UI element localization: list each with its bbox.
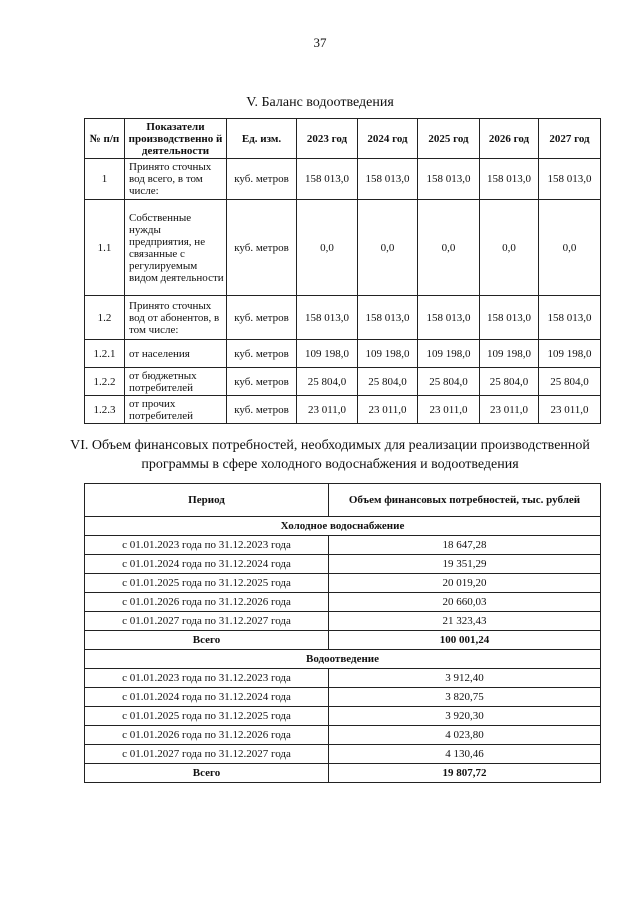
cell-value: 23 011,0 — [297, 396, 358, 424]
table-row — [85, 612, 601, 631]
table-header-row — [85, 119, 601, 159]
cell-value: 0,0 — [480, 200, 539, 296]
table-header-row — [85, 484, 601, 517]
period-cell: с 01.01.2023 года по 31.12.2023 года — [85, 669, 329, 688]
value-cell: 3 920,30 — [329, 707, 601, 726]
cell-value: 25 804,0 — [358, 368, 418, 396]
cell-value: 25 804,0 — [480, 368, 539, 396]
table-row — [85, 669, 601, 688]
period-cell: с 01.01.2024 года по 31.12.2024 года — [85, 555, 329, 574]
cell-value: 23 011,0 — [418, 396, 480, 424]
col-header: 2026 год — [480, 119, 539, 159]
row-number: 1.2.1 — [85, 340, 125, 368]
cell-value: 0,0 — [539, 200, 601, 296]
row-number: 1.2.2 — [85, 368, 125, 396]
row-unit: куб. метров — [227, 340, 297, 368]
cell-value: 23 011,0 — [539, 396, 601, 424]
value-cell: 4 023,80 — [329, 726, 601, 745]
value-cell: 3 820,75 — [329, 688, 601, 707]
table-row — [85, 536, 601, 555]
cell-value: 158 013,0 — [480, 296, 539, 340]
financial-needs-table — [84, 483, 601, 783]
cell-value: 23 011,0 — [480, 396, 539, 424]
total-value: 100 001,24 — [329, 631, 601, 650]
value-cell: 21 323,43 — [329, 612, 601, 631]
row-unit: куб. метров — [227, 396, 297, 424]
row-name: от прочих потребителей — [125, 396, 227, 424]
cell-value: 158 013,0 — [480, 159, 539, 200]
table-row — [85, 340, 601, 368]
table-row — [85, 200, 601, 296]
cell-value: 158 013,0 — [418, 296, 480, 340]
cell-value: 158 013,0 — [297, 159, 358, 200]
cell-value: 0,0 — [297, 200, 358, 296]
value-cell: 20 019,20 — [329, 574, 601, 593]
table-row — [85, 368, 601, 396]
cell-value: 25 804,0 — [418, 368, 480, 396]
cell-value: 158 013,0 — [539, 159, 601, 200]
table-row — [85, 296, 601, 340]
cell-value: 109 198,0 — [297, 340, 358, 368]
cell-value: 158 013,0 — [358, 159, 418, 200]
section6-title: VI. Объем финансовых потребностей, необходимых для реализации производственной программы в сфере холодного водоснабжения и водоотведения — [70, 438, 590, 472]
row-number: 1 — [85, 159, 125, 200]
row-name: Собственные нужды предприятия, не связанные с регулируемым видом деятельности — [125, 200, 227, 296]
row-unit: куб. метров — [227, 159, 297, 200]
table-row — [85, 159, 601, 200]
cell-value: 109 198,0 — [358, 340, 418, 368]
group-header-row — [85, 650, 601, 669]
page-number: 37 — [313, 35, 327, 50]
period-cell: с 01.01.2027 года по 31.12.2027 года — [85, 612, 329, 631]
cell-value: 109 198,0 — [480, 340, 539, 368]
value-cell: 4 130,46 — [329, 745, 601, 764]
cell-value: 158 013,0 — [539, 296, 601, 340]
period-cell: с 01.01.2026 года по 31.12.2026 года — [85, 726, 329, 745]
row-name: Принято сточных вод всего, в том числе: — [125, 159, 227, 200]
total-value: 19 807,72 — [329, 764, 601, 783]
value-cell: 19 351,29 — [329, 555, 601, 574]
total-label: Всего — [85, 631, 329, 650]
row-number: 1.2 — [85, 296, 125, 340]
col-header: Объем финансовых потребностей, тыс. рублей — [329, 484, 601, 517]
col-header: 2025 год — [418, 119, 480, 159]
col-header: 2024 год — [358, 119, 418, 159]
col-header: Показатели производственно й деятельности — [125, 119, 227, 159]
col-header: Ед. изм. — [227, 119, 297, 159]
cell-value: 109 198,0 — [539, 340, 601, 368]
cell-value: 0,0 — [358, 200, 418, 296]
cell-value: 0,0 — [418, 200, 480, 296]
table-row — [85, 726, 601, 745]
row-name: от бюджетных потребителей — [125, 368, 227, 396]
total-row — [85, 631, 601, 650]
wastewater-balance-table — [84, 118, 601, 424]
row-unit: куб. метров — [227, 368, 297, 396]
row-number: 1.1 — [85, 200, 125, 296]
cell-value: 23 011,0 — [358, 396, 418, 424]
period-cell: с 01.01.2027 года по 31.12.2027 года — [85, 745, 329, 764]
cell-value: 158 013,0 — [358, 296, 418, 340]
table-row — [85, 593, 601, 612]
row-name: от населения — [125, 340, 227, 368]
value-cell: 20 660,03 — [329, 593, 601, 612]
cell-value: 25 804,0 — [297, 368, 358, 396]
period-cell: с 01.01.2024 года по 31.12.2024 года — [85, 688, 329, 707]
cell-value: 158 013,0 — [297, 296, 358, 340]
row-name: Принято сточных вод от абонентов, в том числе: — [125, 296, 227, 340]
group-title: Водоотведение — [85, 650, 601, 669]
table-row — [85, 688, 601, 707]
col-header: № п/п — [85, 119, 125, 159]
cell-value: 158 013,0 — [418, 159, 480, 200]
value-cell: 3 912,40 — [329, 669, 601, 688]
row-unit: куб. метров — [227, 296, 297, 340]
total-label: Всего — [85, 764, 329, 783]
table-row — [85, 574, 601, 593]
table-row — [85, 707, 601, 726]
period-cell: с 01.01.2025 года по 31.12.2025 года — [85, 574, 329, 593]
group-header-row — [85, 517, 601, 536]
group-title: Холодное водоснабжение — [85, 517, 601, 536]
cell-value: 25 804,0 — [539, 368, 601, 396]
row-unit: куб. метров — [227, 200, 297, 296]
section5-title: V. Баланс водоотведения — [246, 95, 394, 110]
table-row — [85, 396, 601, 424]
total-row — [85, 764, 601, 783]
col-header: 2023 год — [297, 119, 358, 159]
cell-value: 109 198,0 — [418, 340, 480, 368]
value-cell: 18 647,28 — [329, 536, 601, 555]
col-header: Период — [85, 484, 329, 517]
period-cell: с 01.01.2025 года по 31.12.2025 года — [85, 707, 329, 726]
period-cell: с 01.01.2026 года по 31.12.2026 года — [85, 593, 329, 612]
table-row — [85, 555, 601, 574]
table-row — [85, 745, 601, 764]
period-cell: с 01.01.2023 года по 31.12.2023 года — [85, 536, 329, 555]
row-number: 1.2.3 — [85, 396, 125, 424]
col-header: 2027 год — [539, 119, 601, 159]
